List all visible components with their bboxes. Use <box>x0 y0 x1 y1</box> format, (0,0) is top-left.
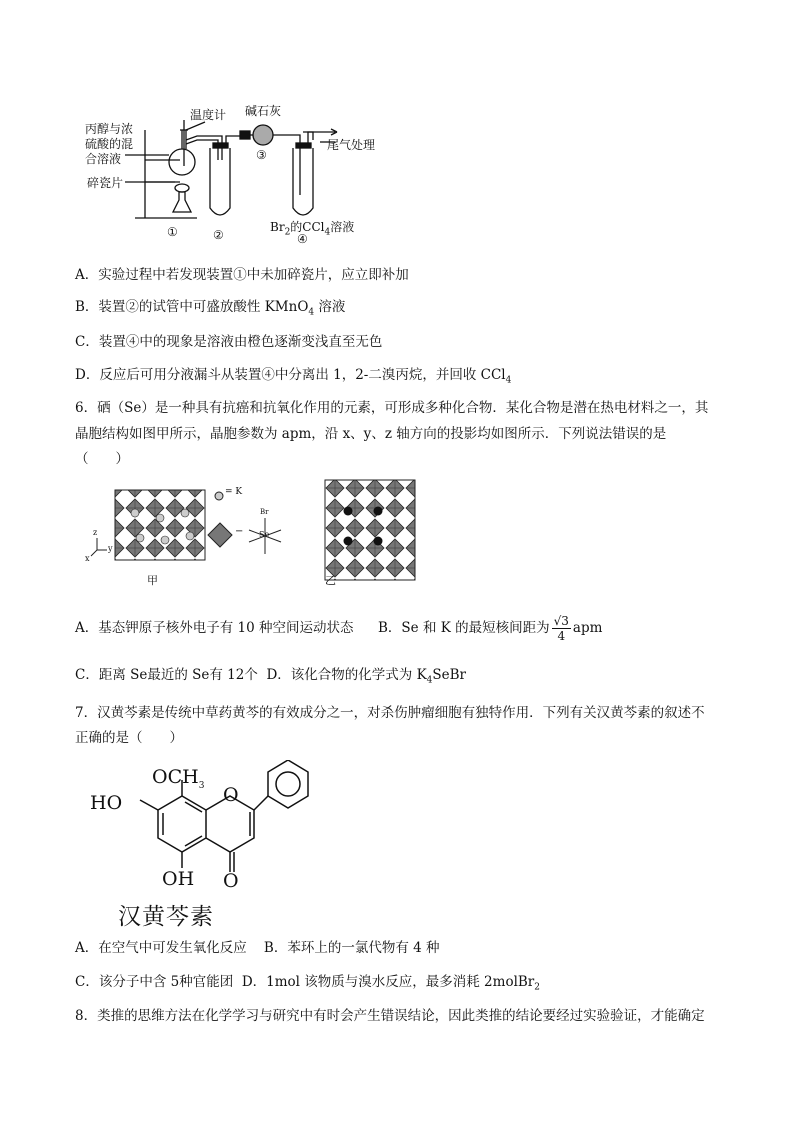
q6-stem-line2: 晶胞结构如图甲所示，晶胞参数为 apm，沿 x、y、z 轴方向的投影均如图所示．下列说法错误的是 <box>75 426 667 442</box>
label-br-top: Br <box>260 508 269 516</box>
q6-option-a <box>75 619 354 637</box>
label-mix-line3: 合溶液 <box>85 152 122 166</box>
q6-b-fraction <box>552 614 571 643</box>
frac-num: √3 <box>553 614 569 628</box>
q7-a-text: A．在空气中可发生氧化反应 <box>75 940 247 956</box>
q7-b-text: B．苯环上的一氯代物有 4 种 <box>263 940 440 956</box>
axis-z: z <box>93 528 98 537</box>
q5-d-text: D．反应后可用分液漏斗从装置④中分离出 1，2-二溴丙烷，并回收 CCl <box>75 367 506 383</box>
q5-option-d <box>75 366 511 390</box>
br2-sub: 2 <box>284 227 291 238</box>
label-se: Se <box>259 530 270 539</box>
label-mixture <box>85 122 133 167</box>
q5-d-sub: 4 <box>505 375 512 386</box>
structure-figure <box>90 760 320 930</box>
solution-text: 溶液 <box>330 220 355 234</box>
marker-2: ② <box>213 228 224 242</box>
crystal-figure <box>85 478 425 588</box>
label-tail-gas: 尾气处理 <box>327 138 376 152</box>
label-mix-line1: 丙醇与浓 <box>85 122 134 136</box>
group-oh: OH <box>162 868 195 890</box>
marker-4: ④ <box>297 232 308 246</box>
carbonyl-oxygen: O <box>223 870 239 892</box>
group-ho: HO <box>90 792 123 814</box>
q7-stem-line1: 7．汉黄芩素是传统中草药黄芩的有效成分之一，对杀伤肿瘤细胞有独特作用．下列有关汉黄芩素的叙述不 <box>75 705 705 721</box>
label-thermometer: 温度计 <box>190 108 227 122</box>
q7-stem-line2: 正确的是（ ） <box>75 730 183 746</box>
q6-c-text: C．距离 Se最近的 Se有 12个 <box>75 667 258 683</box>
q6-b-unit: apm <box>572 620 603 636</box>
label-soda-lime: 碱石灰 <box>245 104 282 118</box>
q6-option-c-d <box>75 666 466 690</box>
q6-b-text: B．Se 和 K 的最短核间距为 <box>378 620 550 636</box>
apparatus-figure <box>85 100 415 250</box>
q6-d-tail: SeBr <box>432 667 467 683</box>
q6-d-sub: 4 <box>426 675 433 686</box>
label-jia: 甲 <box>147 574 158 587</box>
axis-y: y <box>108 544 113 553</box>
q5-b-text: B．装置②的试管中可盛放酸性 KMnO <box>75 299 309 315</box>
label-bromine-solution <box>270 218 354 237</box>
och3-text: OCH <box>152 766 199 788</box>
q7-c-text: C．该分子中含 5种官能团 <box>75 974 234 990</box>
q6-d-text: D．该化合物的化学式为 K <box>266 667 427 683</box>
legend-k: = K <box>225 487 243 497</box>
label-minus: − <box>235 526 244 537</box>
och3-sub: 3 <box>198 780 205 791</box>
q7-options-c-d <box>75 973 540 997</box>
compound-name: 汉黄芩素 <box>118 904 214 930</box>
axis-x: x <box>85 554 90 563</box>
ccl4-sub: 4 <box>324 227 331 238</box>
q6-a-text: A．基态钾原子核外电子有 10 种空间运动状态 <box>75 620 354 636</box>
q6-option-b <box>378 612 602 644</box>
q5-b-sub: 4 <box>308 307 315 318</box>
label-yi: 乙 <box>325 574 336 587</box>
marker-3: ③ <box>256 148 267 162</box>
q6-stem-line1: 6．硒（Se）是一种具有抗癌和抗氧化作用的元素，可形成多种化合物．某化合物是潜在热电材料之一，其 <box>75 400 709 416</box>
q5-option-c: C．装置④中的现象是溶液由橙色逐渐变浅直至无色 <box>75 334 383 350</box>
q5-option-b <box>75 298 345 322</box>
marker-1: ① <box>167 225 178 239</box>
q7-d-text: D．1mol 该物质与溴水反应，最多消耗 2molBr <box>241 974 535 990</box>
label-chips: 碎瓷片 <box>87 176 124 190</box>
q7-options-a-b <box>75 939 440 957</box>
br2-text: Br <box>270 220 285 234</box>
q6-stem-line3: （ ） <box>75 451 129 467</box>
ring-oxygen: O <box>223 784 239 806</box>
crystal-drawing <box>85 478 425 588</box>
q8-stem-line1: 8．类推的思维方法在化学学习与研究中有时会产生错误结论，因此类推的结论要经过实验验证，才能确定 <box>75 1008 705 1024</box>
group-och3 <box>152 766 204 791</box>
q5-b-tail: 溶液 <box>314 299 346 315</box>
frac-den: 4 <box>557 629 566 643</box>
q7-d-sub: 2 <box>534 982 540 993</box>
ccl4-text: 的CCl <box>290 220 325 234</box>
apparatus-drawing <box>85 100 415 250</box>
q5-option-a: A．实验过程中若发现装置①中未加碎瓷片，应立即补加 <box>75 267 409 283</box>
label-mix-line2: 硫酸的混 <box>85 137 134 151</box>
